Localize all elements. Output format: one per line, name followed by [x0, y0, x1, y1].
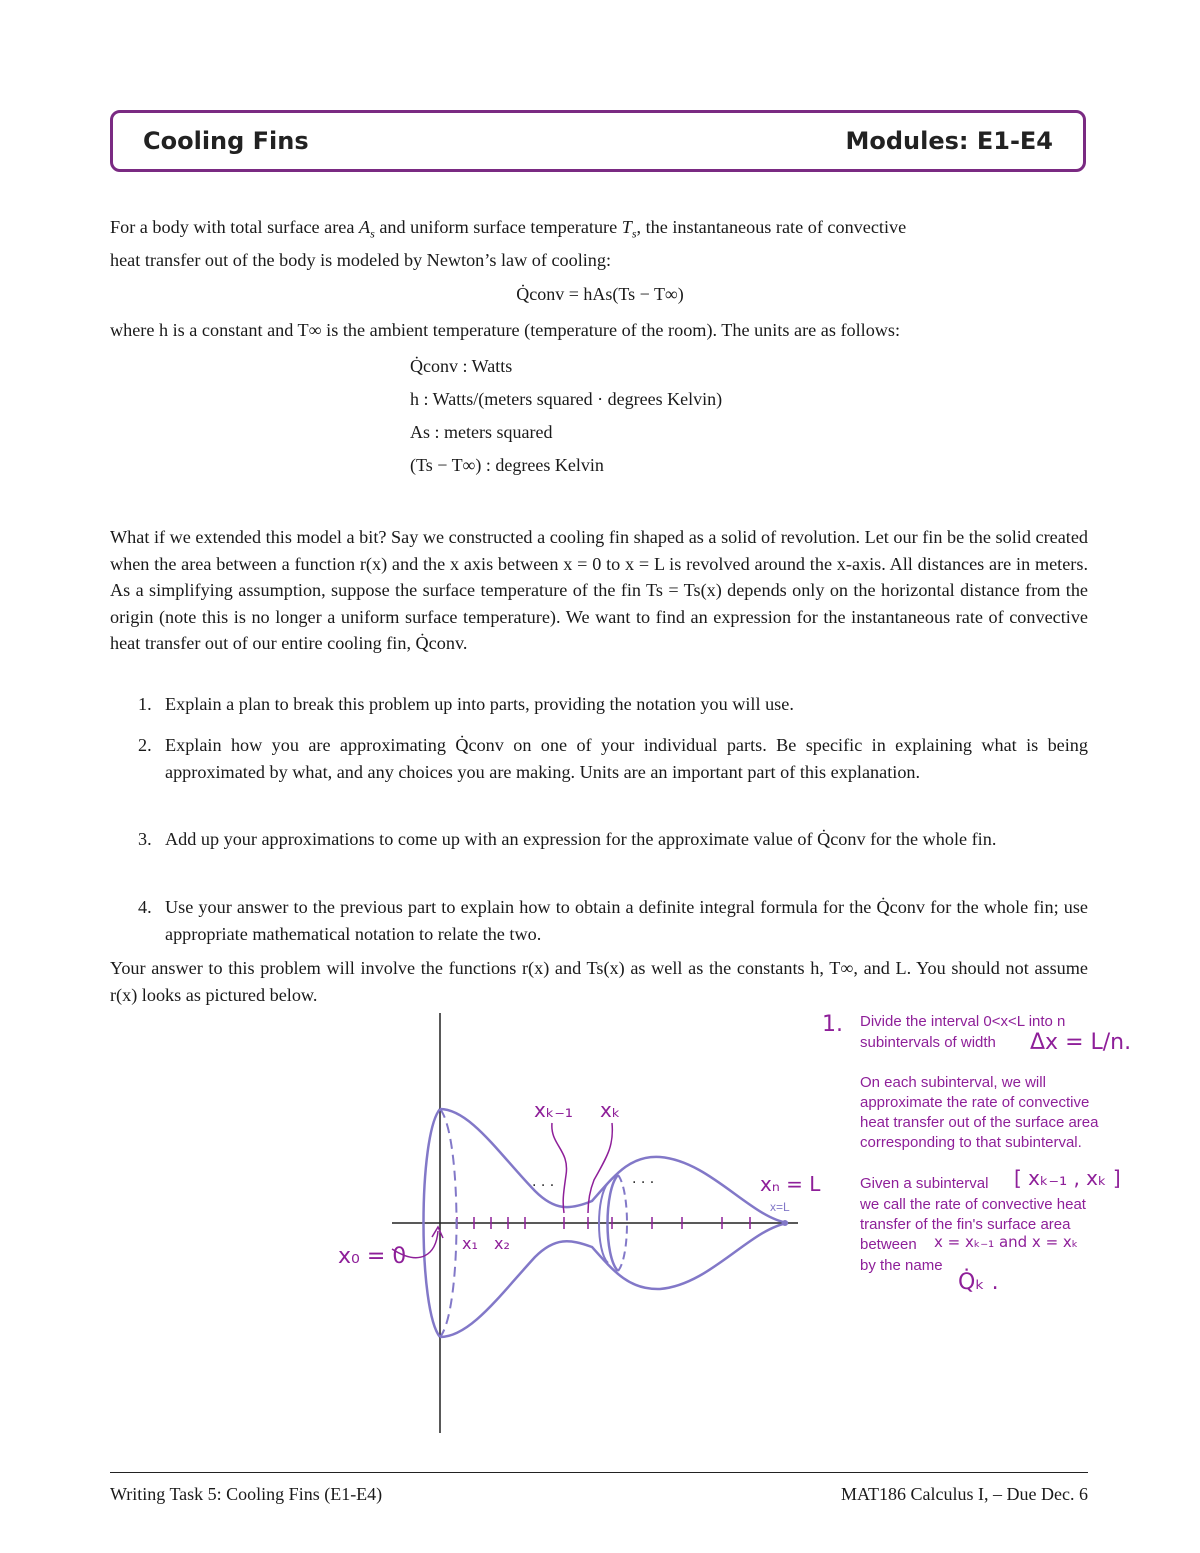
hand-x1: x₁	[462, 1234, 478, 1253]
annotation-p3-line3: transfer of the fin's surface area	[860, 1216, 1071, 1233]
intro-text-c: , the instantaneous rate of convective	[636, 217, 907, 237]
annotation-p3-line4a: between	[860, 1236, 917, 1253]
intro-text-a: For a body with total surface area	[110, 217, 359, 237]
task-text: Explain how you are approximating Q̇conv on one of your individual parts. Be specific in explaining what is being approximated by what, and any choices you are making. Units are an important part of this explanation.	[165, 735, 1088, 782]
hand-xk: xₖ	[600, 1098, 621, 1122]
annotation-p3-line4b: x = xₖ₋₁ and x = xₖ	[934, 1233, 1079, 1251]
endpoint-dot	[782, 1220, 788, 1226]
fin-top-curve	[440, 1109, 788, 1223]
task-number: 2.	[138, 735, 152, 755]
body-paragraph: What if we extended this model a bit? Say we constructed a cooling fin shaped as a solid of revolution. Let our fin be the solid created when the area between a function r(x) and the x axis between x = 0 to x = L is revolved around the x-axis. All distances are in meters. As a simplifying assumption, suppose the surface temperature of the fin Ts = Ts(x) depends only on the horizontal distance from the origin (note this is no longer a uniform surface temperature). We want to find an expression for the instantaneous rate of convective heat transfer out of our entire cooling fin, Q̇conv.	[110, 527, 1088, 653]
annotation-p3-line2: we call the rate of convective heat	[860, 1196, 1086, 1213]
task-text: Use your answer to the previous part to explain how to obtain a definite integral formula for the Q̇conv for the whole fin; use appropriate mathematical notation to relate the two.	[165, 897, 1088, 944]
annotation-dx: Δx = L/n.	[1030, 1030, 1132, 1055]
footer-right: MAT186 Calculus I, – Due Dec. 6	[841, 1484, 1088, 1504]
task-number: 3.	[138, 829, 152, 849]
label-x-equals-L: x=L	[770, 1200, 790, 1214]
newton-formula: Q̇conv = hAs(Ts − T∞)	[516, 284, 684, 304]
ellipsis-right: · · ·	[632, 1175, 655, 1191]
closing-paragraph: Your answer to this problem will involve the functions r(x) and Ts(x) as well as the constants h, T∞, and L. You should not assume r(x) looks as pictured below.	[110, 958, 1088, 1005]
ellipsis-left: · · ·	[532, 1178, 555, 1194]
arrow-xk-minus-1	[552, 1123, 567, 1213]
title-box	[110, 110, 1086, 172]
annotation-p3-line1: Given a subinterval	[860, 1175, 989, 1192]
var-As: $A_s$	[358, 217, 375, 241]
unit-h: h : Watts/(meters squared · degrees Kelvin)	[410, 389, 723, 409]
fin-bottom-curve	[440, 1223, 788, 1337]
hand-xk-minus-1: xₖ₋₁	[534, 1098, 573, 1122]
hand-x0: x₀ = 0	[338, 1244, 407, 1269]
intro-paragraph	[110, 214, 1088, 274]
unit-temp-diff: (Ts − T∞) : degrees Kelvin	[410, 455, 604, 475]
task-text: Explain a plan to break this problem up into parts, providing the notation you will use.	[165, 694, 794, 714]
footer-rule	[110, 1472, 1088, 1473]
page-title: Cooling Fins	[143, 127, 309, 155]
annotation-line2: subintervals of width	[860, 1034, 996, 1051]
annotation-line1: Divide the interval 0<x<L into n	[860, 1013, 1066, 1030]
annotation-qk: Q̇ₖ .	[958, 1270, 999, 1295]
annotation-interval: [ xₖ₋₁ , xₖ ]	[1014, 1166, 1121, 1190]
unit-qconv: Q̇conv : Watts	[410, 356, 513, 376]
task-number: 1.	[138, 694, 152, 714]
annotation-p2-line2: approximate the rate of convective	[860, 1094, 1090, 1111]
cooling-fin-figure	[330, 1005, 830, 1440]
intro-text-line2: heat transfer out of the body is modeled by Newton’s law of cooling:	[110, 250, 612, 271]
footer-left: Writing Task 5: Cooling Fins (E1-E4)	[110, 1484, 383, 1504]
annotation-step-number: 1.	[822, 1012, 843, 1037]
unit-As: As : meters squared	[410, 422, 553, 442]
annotation-p2-line3: heat transfer out of the surface area	[860, 1114, 1099, 1131]
annotation-p2-line4: corresponding to that subinterval.	[860, 1134, 1082, 1151]
hand-xn: xₙ = L	[760, 1172, 821, 1196]
hand-x2: x₂	[494, 1234, 510, 1253]
modules-label: Modules: E1-E4	[845, 127, 1053, 155]
var-Ts: $T_s$	[621, 217, 637, 241]
task-number: 4.	[138, 897, 152, 917]
task-text: Add up your approximations to come up with an expression for the approximate value of Q̇conv for the whole fin.	[165, 829, 997, 849]
annotation-p3-line5: by the name	[860, 1257, 943, 1274]
intro-text-b: and uniform surface temperature	[374, 217, 622, 237]
annotation-p2-line1: On each subinterval, we will	[860, 1074, 1046, 1091]
where-line: where h is a constant and T∞ is the ambient temperature (temperature of the room). The units are as follows:	[110, 320, 901, 340]
